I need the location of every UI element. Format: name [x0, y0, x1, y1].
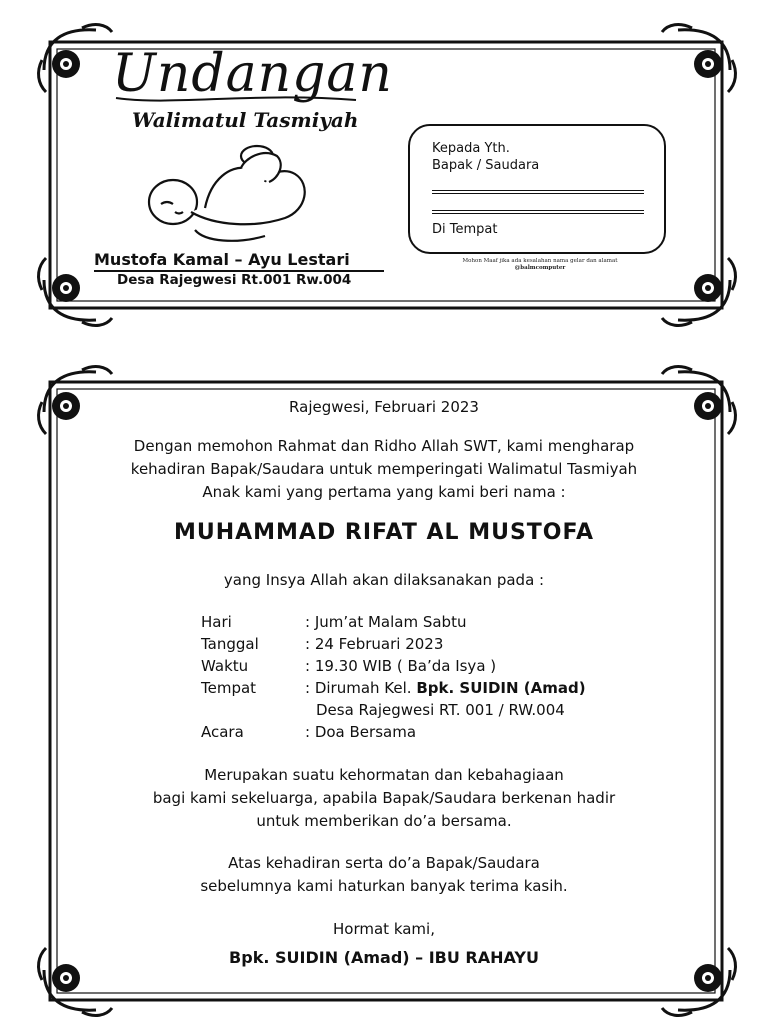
recipient-label: Kepada Yth.: [432, 141, 510, 156]
closing-line-2: bagi kami sekeluarga, apabila Bapak/Saudara berkenan hadir: [152, 789, 616, 807]
venue-address: Desa Rajegwesi RT. 001 / RW.004: [316, 701, 565, 719]
envelope-title: Undangan: [112, 44, 393, 104]
day-value: : Jum’at Malam Sabtu: [305, 613, 467, 631]
venue-prefix: : Dirumah Kel.: [305, 679, 417, 697]
recipient-line-1[interactable]: [432, 190, 644, 194]
venue-value: [305, 679, 586, 697]
closing-line-1: Merupakan suatu kehormatan dan kebahagiaan: [204, 766, 564, 784]
title-flourish: [112, 92, 362, 106]
letter-corner-bottom-right: [654, 934, 740, 1020]
event-label: Acara: [201, 723, 244, 741]
recipient-place: Di Tempat: [432, 222, 498, 237]
date-label: Tanggal: [201, 635, 259, 653]
time-label: Waktu: [201, 657, 249, 675]
regards: Hormat kami,: [333, 920, 435, 938]
recipient-name: Bapak / Saudara: [432, 158, 540, 173]
intro-line-2: kehadiran Bapak/Saudara untuk memperingati Walimatul Tasmiyah: [130, 460, 638, 478]
signature: Bpk. SUIDIN (Amad) – IBU RAHAYU: [229, 948, 539, 967]
sleeping-baby-icon: [145, 138, 315, 250]
corner-ornament-bottom-right: [654, 244, 740, 330]
venue-host: Bpk. SUIDIN (Amad): [416, 679, 586, 697]
apology-note: Mohon Maaf jika ada kesalahan nama gelar dan alamat: [462, 258, 618, 264]
intro-line-1: Dengan memohon Rahmat dan Ridho Allah SWT, kami mengharap: [133, 437, 635, 455]
letter-corner-bottom-left: [34, 934, 120, 1020]
day-label: Hari: [201, 613, 232, 631]
recipient-line-2[interactable]: [432, 210, 644, 214]
thanks-line-1: Atas kehadiran serta do’a Bapak/Saudara: [228, 854, 540, 872]
place-date: Rajegwesi, Februari 2023: [289, 398, 479, 416]
envelope-subtitle: Walimatul Tasmiyah: [132, 108, 359, 132]
intro-line-3: Anak kami yang pertama yang kami beri nama :: [202, 483, 566, 501]
event-intro: yang Insya Allah akan dilaksanakan pada :: [223, 571, 545, 589]
envelope-address: Desa Rajegwesi Rt.001 Rw.004: [117, 272, 352, 288]
corner-ornament-top-left: [34, 20, 120, 106]
thanks-line-2: sebelumnya kami haturkan banyak terima kasih.: [200, 877, 568, 895]
credit-note: @balmcomputer: [514, 265, 566, 271]
child-name: MUHAMMAD RIFAT AL MUSTOFA: [173, 520, 595, 545]
time-value: : 19.30 WIB ( Ba’da Isya ): [305, 657, 497, 675]
closing-line-3: untuk memberikan do’a bersama.: [256, 812, 512, 830]
date-value: : 24 Februari 2023: [305, 635, 444, 653]
venue-label: Tempat: [201, 679, 257, 697]
event-value: : Doa Bersama: [305, 723, 417, 741]
corner-ornament-top-right: [654, 20, 740, 106]
parents-names: Mustofa Kamal – Ayu Lestari: [94, 250, 350, 269]
